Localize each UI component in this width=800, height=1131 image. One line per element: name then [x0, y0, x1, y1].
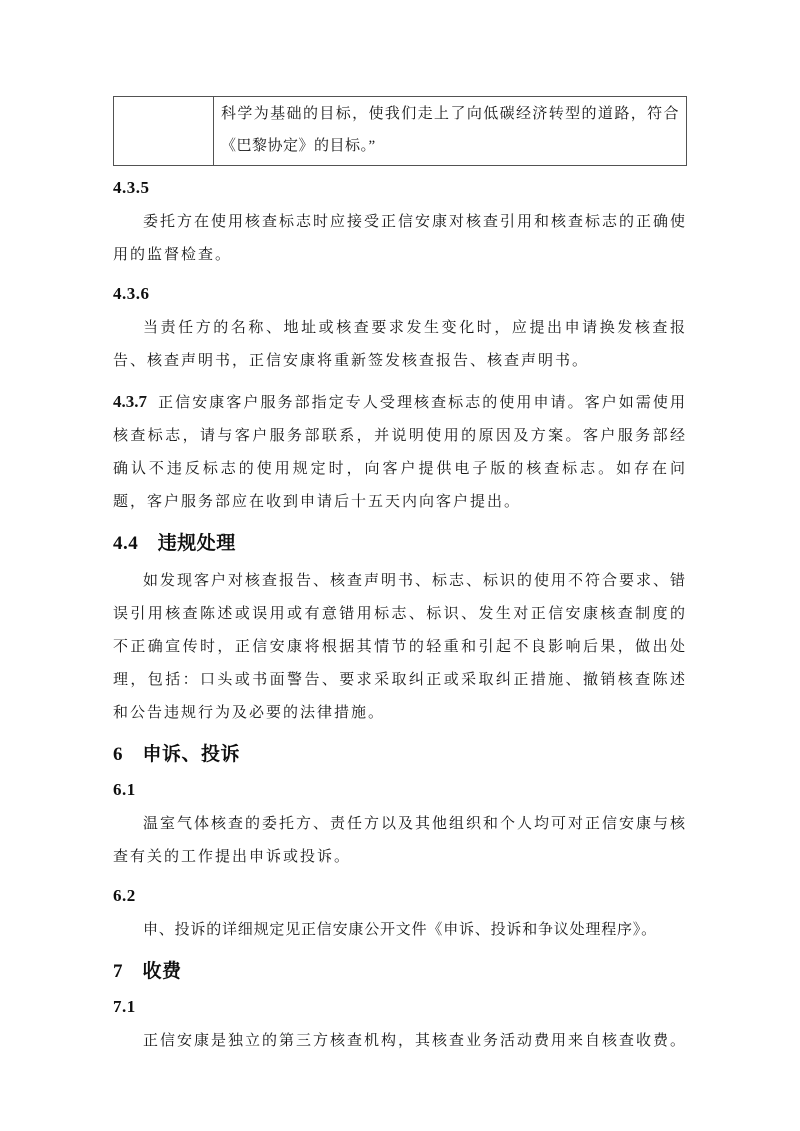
heading-7: 7 收费 — [113, 961, 182, 982]
para-6-1: 温室气体核查的委托方、责任方以及其他组织和个人均可对正信安康与核查有关的工作提出申诉或投诉。 — [113, 816, 688, 865]
table-cell-empty — [114, 97, 214, 166]
para-4-3-5: 委托方在使用核查标志时应接受正信安康对核查引用和核查标志的正确使用的监督检查。 — [113, 214, 688, 263]
heading-4-3-7: 4.3.7 — [113, 392, 147, 411]
heading-4-4: 4.4 违规处理 — [113, 533, 236, 554]
para-4-4: 如发现客户对核查报告、核查声明书、标志、标识的使用不符合要求、错误引用核查陈述或误用或有意错用标志、标识、发生对正信安康核查制度的不正确宣传时，正信安康将根据其情节的轻重和引起不良影响后果，做出处理，包括：口头或书面警告、要求采取纠正或采取纠正措施、撤销核查陈述和公告违规行为及必要的法律措施。 — [113, 573, 688, 721]
heading-7-1: 7.1 — [113, 997, 136, 1016]
para-4-3-7-text: 正信安康客户服务部指定专人受理核查标志的使用申请。客户如需使用核查标志，请与客户服务部联系，并说明使用的原因及方案。客户服务部经确认不违反标志的使用规定时，向客户提供电子版的核查标志。如存在问题，客户服务部应在收到申请后十五天内向客户提出。 — [113, 395, 687, 510]
heading-4-3-5: 4.3.5 — [113, 178, 150, 197]
para-7-1: 正信安康是独立的第三方核查机构，其核查业务活动费用来自核查收费。 — [143, 1033, 688, 1049]
heading-6: 6 申诉、投诉 — [113, 744, 241, 765]
para-4-3-7 — [113, 385, 687, 519]
heading-6-1: 6.1 — [113, 780, 136, 799]
heading-6-2: 6.2 — [113, 886, 136, 905]
table-cell-quote-text: 科学为基础的目标，使我们走上了向低碳经济转型的道路，符合《巴黎协定》的目标。” — [214, 97, 687, 166]
table-row — [114, 97, 687, 166]
para-4-3-6: 当责任方的名称、地址或核查要求发生变化时，应提出申请换发核查报告、核查声明书，正信安康将重新签发核查报告、核查声明书。 — [113, 320, 687, 369]
heading-4-3-6: 4.3.6 — [113, 284, 150, 303]
para-6-2: 申、投诉的详细规定见正信安康公开文件《申诉、投诉和争议处理程序》。 — [143, 922, 657, 938]
quote-table — [113, 96, 687, 166]
